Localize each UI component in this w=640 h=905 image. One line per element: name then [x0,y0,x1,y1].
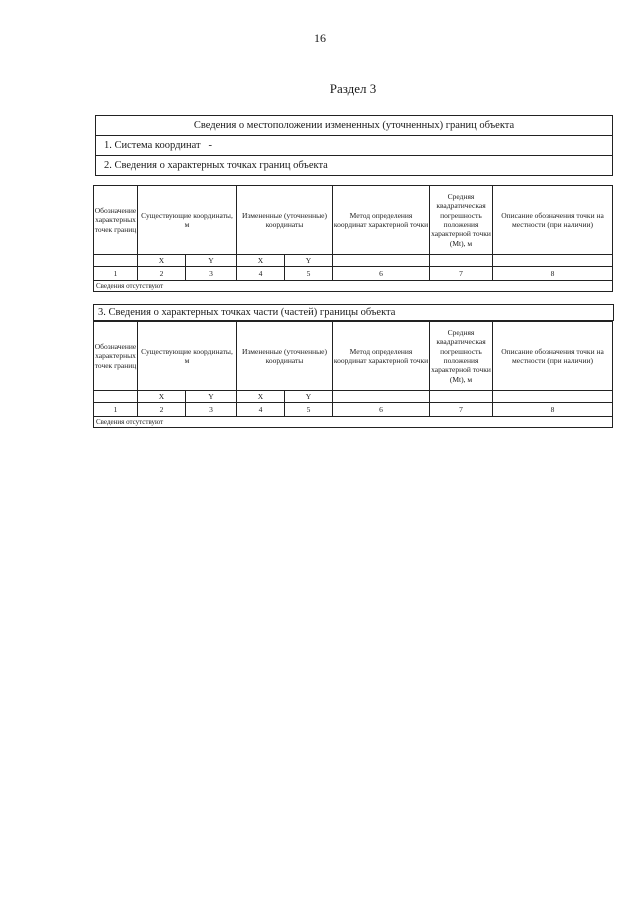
col-existing-header: Существующие координаты, м [138,322,237,391]
column-number: 4 [237,267,285,281]
col-x-existing: X [138,391,186,403]
coord-system-value: - [208,140,213,151]
col-changed-header: Измененные (уточненные) координаты [237,186,333,255]
header-table [95,115,613,176]
coord-system-label: 1. Система координат [104,140,201,151]
column-number: 4 [237,403,285,417]
column-number: 7 [430,403,493,417]
section3-title: 3. Сведения о характерных точках части (частей) границы объекта [93,304,614,321]
column-number: 6 [333,403,430,417]
part-boundary-points-table [93,321,613,428]
col-y-existing: Y [186,391,237,403]
points-section-label: 2. Сведения о характерных точках границ объекта [96,156,613,176]
col-x-changed: X [237,391,285,403]
column-number: 3 [186,267,237,281]
col-designation-header: Обозначение характерных точек границ [94,322,138,391]
column-number: 5 [285,267,333,281]
col-description-header: Описание обозначения точки на местности (при наличии) [493,186,613,255]
col-method-header: Метод определения координат характерной точки [333,186,430,255]
section-title: Раздел 3 [329,81,377,96]
column-number: 6 [333,267,430,281]
column-number: 1 [94,267,138,281]
column-number: 2 [138,267,186,281]
column-number: 1 [94,403,138,417]
col-y-changed: Y [285,255,333,267]
column-number: 8 [493,267,613,281]
column-number: 7 [430,267,493,281]
header-title: Сведения о местоположении измененных (уточненных) границ объекта [96,116,613,136]
coord-system-row [96,136,613,156]
col-existing-header: Существующие координаты, м [138,186,237,255]
col-method-header: Метод определения координат характерной точки [333,322,430,391]
page-number: 16 [314,31,326,45]
column-number: 3 [186,403,237,417]
column-number: 2 [138,403,186,417]
no-data-note: Сведения отсутствуют [94,417,613,428]
col-accuracy-header: Средняя квадратическая погрешность положения характерной точки (Mt), м [430,322,493,391]
col-description-header: Описание обозначения точки на местности (при наличии) [493,322,613,391]
col-accuracy-header: Средняя квадратическая погрешность положения характерной точки (Mt), м [430,186,493,255]
no-data-note: Сведения отсутствуют [94,281,613,292]
col-y-changed: Y [285,391,333,403]
boundary-points-table [93,185,613,292]
col-x-existing: X [138,255,186,267]
col-changed-header: Измененные (уточненные) координаты [237,322,333,391]
col-y-existing: Y [186,255,237,267]
col-designation-header: Обозначение характерных точек границ [94,186,138,255]
column-number: 5 [285,403,333,417]
column-number: 8 [493,403,613,417]
col-x-changed: X [237,255,285,267]
